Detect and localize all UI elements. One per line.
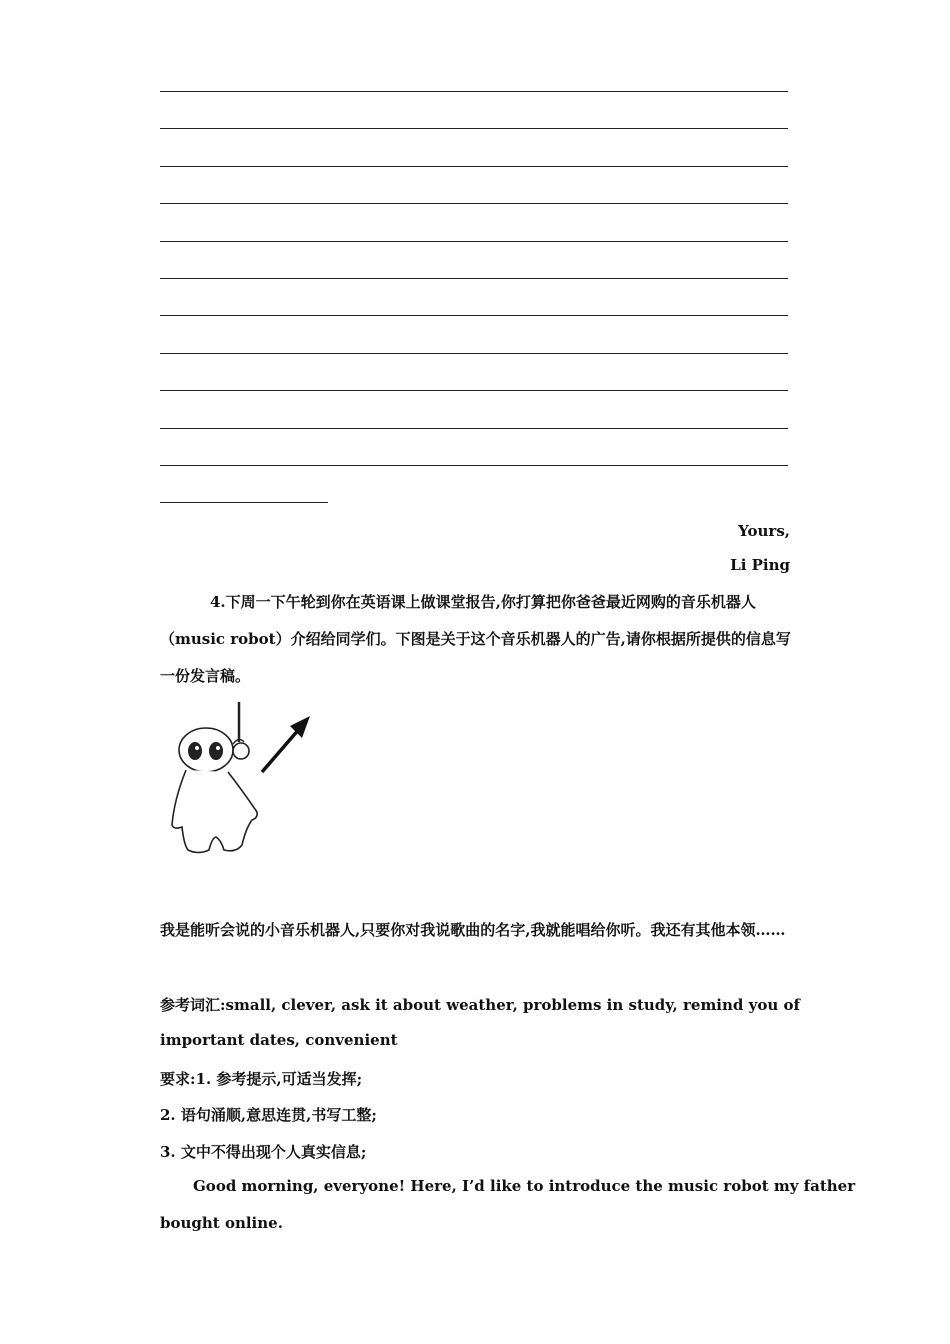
task4-prompt: 4.下周一下午轮到你在英语课上做课堂报告,你打算把你爸爸最近网购的音乐机器人（music robot）介绍给同学们。下图是关于这个音乐机器人的广告,请你根据所提供的信息写一份发言稿。 — [160, 593, 791, 685]
answer-line — [160, 166, 788, 167]
answer-line — [160, 428, 788, 429]
requirement-3: 3. 文中不得出现个人真实信息; — [160, 1143, 367, 1161]
answer-line — [160, 91, 788, 92]
opening-line-1: Good morning, everyone! Here, I’d like to introduce the music robot my father — [193, 1177, 856, 1195]
answer-line — [160, 128, 788, 129]
robot-illustration — [164, 700, 314, 860]
letter-closing: Yours, — [738, 522, 790, 540]
requirement-1: 要求:1. 参考提示,可适当发挥; — [160, 1070, 363, 1088]
answer-line — [160, 465, 788, 466]
arrow-up-right-icon — [262, 728, 300, 772]
answer-line — [160, 241, 788, 242]
answer-line — [160, 203, 788, 204]
answer-line — [160, 278, 788, 279]
answer-line-short — [160, 502, 328, 503]
letter-signature: Li Ping — [730, 556, 790, 574]
answer-line — [160, 353, 788, 354]
opening-line-2: bought online. — [160, 1214, 283, 1232]
requirement-2: 2. 语句涌顺,意思连贯,书写工整; — [160, 1106, 377, 1124]
ad-text: 我是能听会说的小音乐机器人,只要你对我说歌曲的名字,我就能唱给你听。我还有其他本领…… — [160, 921, 786, 939]
answer-line — [160, 390, 788, 391]
vocab-line-2: important dates, convenient — [160, 1031, 398, 1049]
vocab-line-1: 参考词汇:small, clever, ask it about weather, problems in study, remind you of — [160, 996, 800, 1014]
answer-line — [160, 315, 788, 316]
